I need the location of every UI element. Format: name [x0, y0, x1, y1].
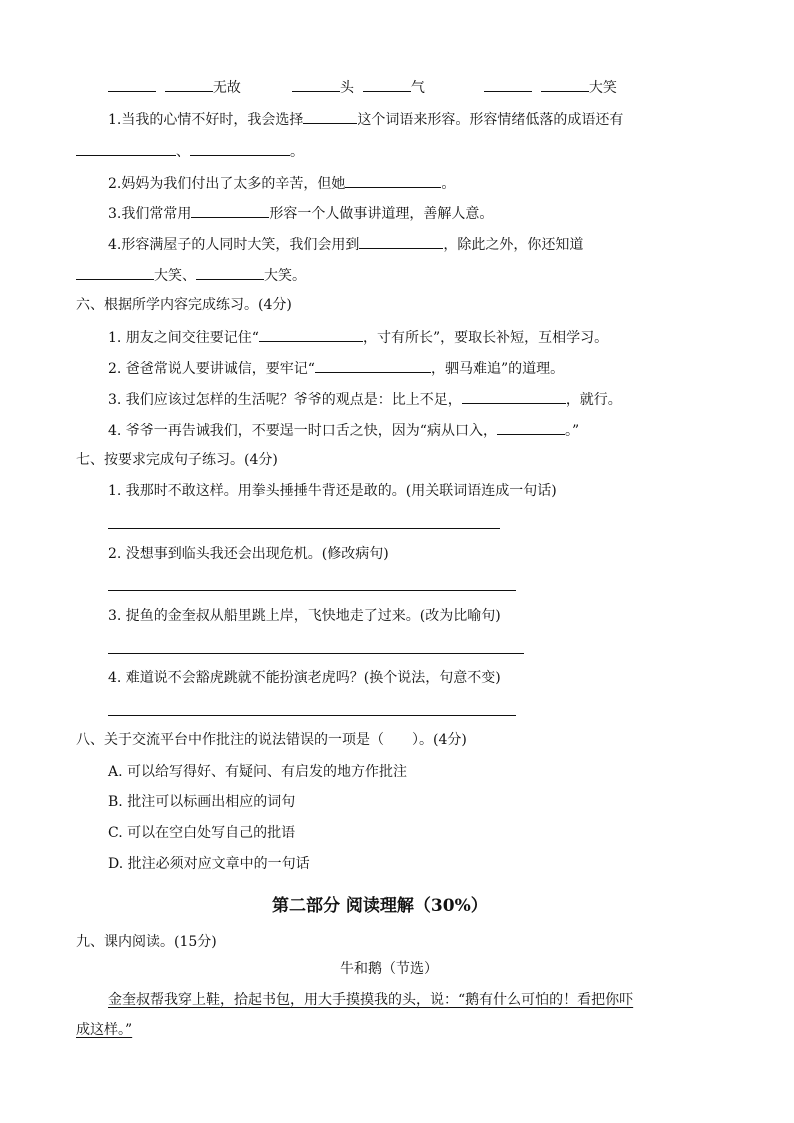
- question-text: ，就行。: [565, 392, 622, 408]
- passage-title: 牛和鹅（节选）: [340, 961, 438, 977]
- option-b[interactable]: B. 批注可以标画出相应的词句: [108, 794, 296, 810]
- question-text: ，寸有所长”，要取长补短，互相学习。: [362, 330, 609, 346]
- answer-line[interactable]: [108, 528, 500, 529]
- answer-blank[interactable]: [303, 108, 357, 124]
- answer-blank[interactable]: [497, 419, 565, 435]
- answer-blank[interactable]: [315, 357, 431, 373]
- answer-blank[interactable]: [345, 172, 441, 188]
- question-text: 。: [441, 176, 456, 192]
- section-8-heading: 八、关于交流平台中作批注的说法错误的一项是（ ）。(4分): [76, 732, 467, 748]
- section-9-heading: 九、课内阅读。(15分): [76, 934, 217, 950]
- answer-blank[interactable]: [292, 76, 340, 92]
- answer-blank[interactable]: [363, 76, 411, 92]
- s7-question-3: 3. 捉鱼的金奎叔从船里跳上岸，飞快地走了过来。(改为比喻句): [108, 608, 501, 624]
- question-text: ，驷马难追”的道理。: [430, 361, 565, 377]
- answer-blank[interactable]: [165, 76, 213, 92]
- idiom-row-3: [484, 76, 617, 98]
- s6-question-2: [108, 357, 564, 379]
- question-text: 。: [290, 144, 304, 160]
- answer-blank[interactable]: [541, 76, 589, 92]
- question-text: 大笑。: [264, 268, 306, 284]
- answer-line[interactable]: [108, 653, 524, 654]
- question-text: 。”: [564, 423, 580, 439]
- answer-blank[interactable]: [108, 76, 156, 92]
- answer-blank[interactable]: [484, 76, 532, 92]
- s5-question-1: [108, 108, 623, 130]
- answer-blank[interactable]: [76, 140, 176, 156]
- question-text: 3.我们常常用: [108, 206, 192, 222]
- question-text: 3. 我们应该过怎样的生活呢？爷爷的观点是：比上不足，: [108, 392, 462, 408]
- option-a[interactable]: A. 可以给写得好、有疑问、有启发的地方作批注: [108, 764, 408, 780]
- s5-question-2: [108, 172, 455, 194]
- s5-question-1-cont: [76, 140, 304, 162]
- section-6-heading: 六、根据所学内容完成练习。(4分): [76, 297, 292, 313]
- answer-blank[interactable]: [196, 264, 264, 280]
- part-2-title: 第二部分 阅读理解（30%）: [272, 896, 488, 916]
- idiom-row: [108, 76, 241, 98]
- question-text: ，除此之外，你还知道: [443, 237, 584, 253]
- answer-blank[interactable]: [191, 202, 269, 218]
- s7-question-1: 1. 我那时不敢这样。用拳头捶捶牛背还是敢的。(用关联词语连成一句话): [108, 483, 557, 499]
- s6-question-1: [108, 326, 608, 348]
- question-text: 2. 爸爸常说人要讲诚信，要牢记“: [108, 361, 315, 377]
- answer-blank[interactable]: [259, 326, 363, 342]
- answer-blank[interactable]: [359, 233, 443, 249]
- option-c[interactable]: C. 可以在空白处写自己的批语: [108, 825, 296, 841]
- s7-question-4: 4. 难道说不会豁虎跳就不能扮演老虎吗？(换个说法，句意不变): [108, 670, 501, 686]
- question-text: 这个词语来形容。形容情绪低落的成语还有: [357, 112, 624, 128]
- idiom-suffix: 大笑: [588, 80, 617, 96]
- s7-question-2: 2. 没想事到临头我还会出现危机。(修改病句): [108, 546, 389, 562]
- section-7-heading: 七、按要求完成句子练习。(4分): [76, 452, 278, 468]
- idiom-row-2: [292, 76, 425, 98]
- question-text: 2.妈妈为我们付出了太多的辛苦，但她: [108, 176, 346, 192]
- answer-blank[interactable]: [76, 264, 154, 280]
- answer-line[interactable]: [108, 590, 516, 591]
- answer-blank[interactable]: [190, 140, 290, 156]
- question-text: 1.当我的心情不好时，我会选择: [108, 112, 304, 128]
- question-text: 4. 爷爷一再告诫我们，不要逞一时口舌之快，因为“病从口入，: [108, 423, 497, 439]
- idiom-suffix: 无故: [212, 80, 241, 96]
- question-text: 、: [176, 144, 190, 160]
- passage-line-1: 金奎叔帮我穿上鞋，拾起书包，用大手摸摸我的头，说：“鹅有什么可怕的！看把你吓: [108, 992, 634, 1008]
- option-d[interactable]: D. 批注必须对应文章中的一句话: [108, 856, 310, 872]
- answer-line[interactable]: [108, 715, 516, 716]
- answer-blank[interactable]: [462, 388, 566, 404]
- question-text: 大笑、: [154, 268, 196, 284]
- s6-question-4: [108, 419, 579, 441]
- s5-question-4: [108, 233, 583, 255]
- passage-line-2: 成这样。”: [76, 1022, 133, 1038]
- idiom-suffix: 头: [340, 80, 354, 96]
- s5-question-4-cont: [76, 264, 306, 286]
- question-text: 1. 朋友之间交往要记住“: [108, 330, 259, 346]
- idiom-suffix: 气: [410, 80, 425, 96]
- question-text: 形容一个人做事讲道理，善解人意。: [269, 206, 494, 222]
- question-text: 4.形容满屋子的人同时大笑，我们会用到: [108, 237, 360, 253]
- s5-question-3: [108, 202, 493, 224]
- s6-question-3: [108, 388, 622, 410]
